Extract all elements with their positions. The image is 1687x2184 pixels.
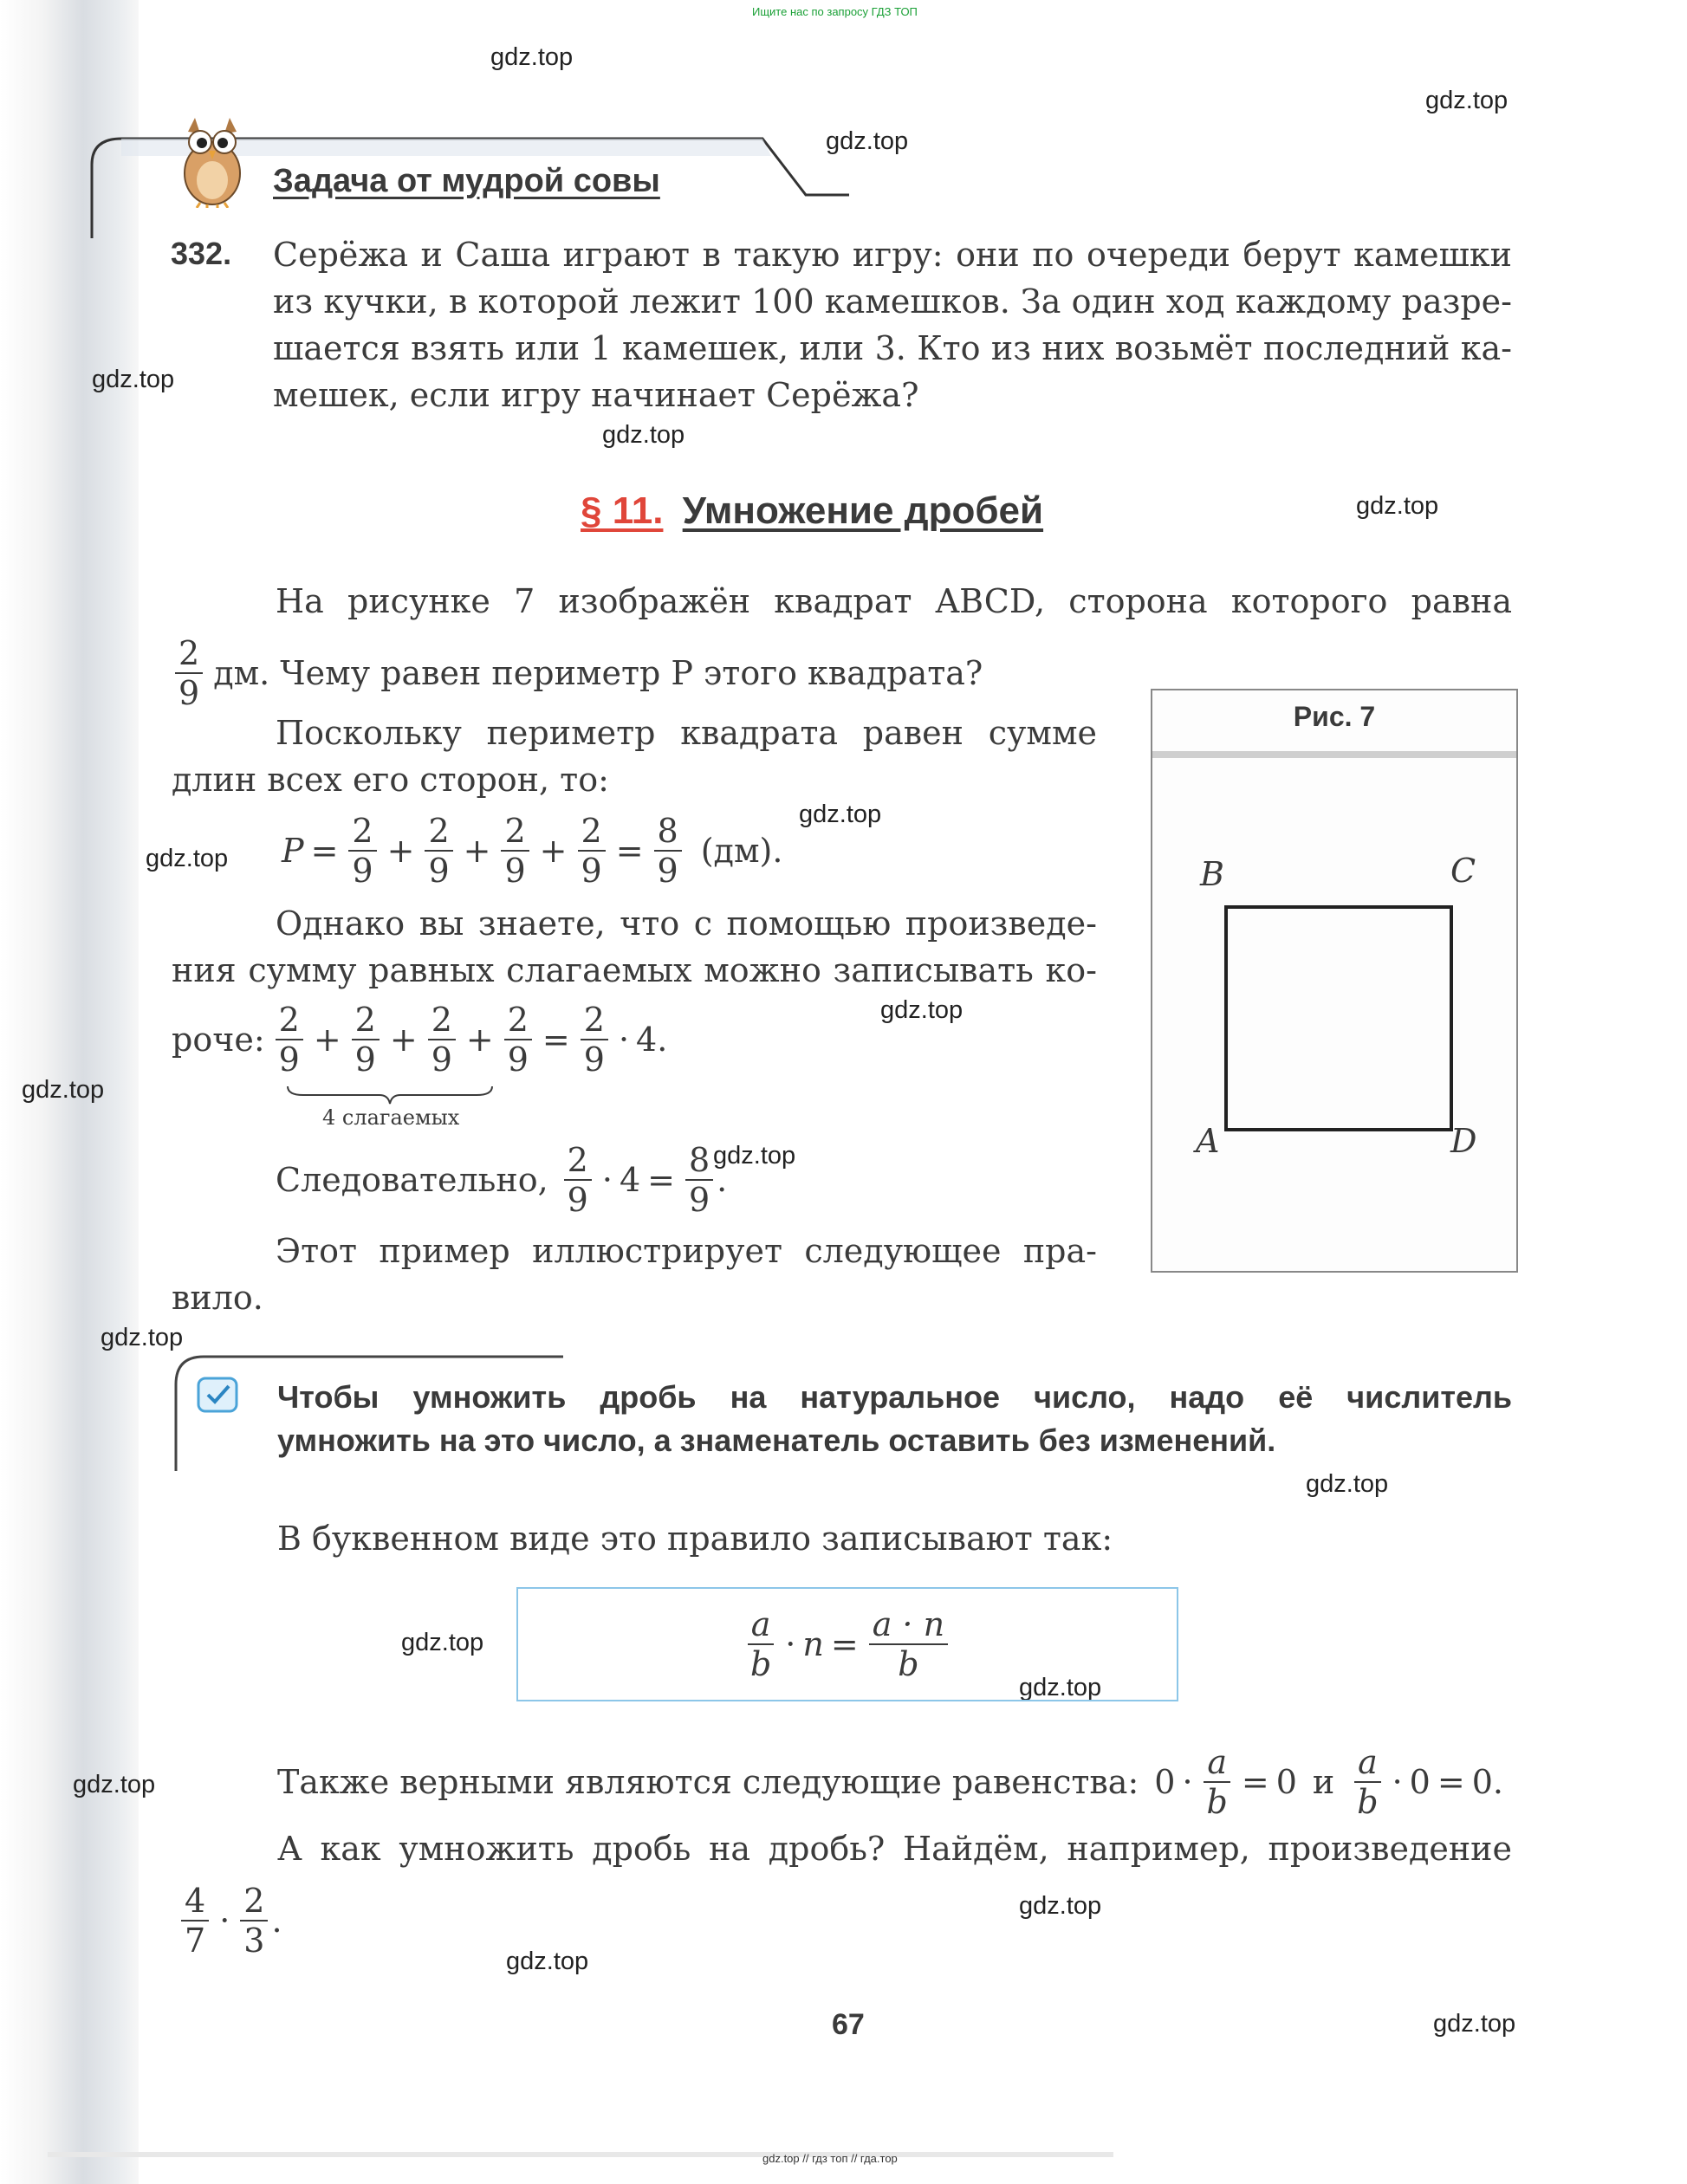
watermark: gdz.top: [1433, 2010, 1516, 2038]
bottom-note: gdz.top // гдз топ // гда.тор: [762, 2152, 898, 2165]
watermark: gdz.top: [73, 1771, 156, 1798]
page-number: 67: [832, 2008, 865, 2041]
vertex-label-b: B: [1200, 855, 1224, 893]
formula-box: $\frac{a}{b}$ · n = $\frac{a \cdot n}{b}$: [516, 1587, 1178, 1701]
watermark: gdz.top: [1019, 1892, 1102, 1920]
watermark: gdz.top: [506, 1947, 589, 1975]
vertex-label-c: C: [1450, 852, 1476, 890]
intro-line: На рисунке 7 изображён квадрат ABCD, сторона которого равна: [276, 582, 1512, 620]
watermark: gdz.top: [1306, 1470, 1389, 1498]
square-abcd: [1226, 907, 1451, 1130]
watermark: gdz.top: [713, 1142, 796, 1170]
question-line: А как умножить дробь на дробь? Найдём, например, произведение: [277, 1830, 1512, 1868]
product-line: Однако вы знаете, что с помощью произведе-: [276, 904, 1097, 943]
section-number: § 11.: [581, 489, 664, 532]
rule-line: умножить на это число, а знаменатель оставить без изменений.: [277, 1423, 1276, 1458]
perimeter-formula: P = $\frac{2}{9}$ + $\frac{2}{9}$ + $\frac{2}{9}$ + $\frac{2}{9}$ = $\frac{8}{9}$ (дм).: [282, 812, 783, 890]
figure-7-box: [1151, 689, 1518, 1273]
checkmark-icon: [196, 1376, 241, 1414]
example-line: вило.: [172, 1279, 263, 1317]
perimeter-unit: (дм).: [700, 832, 783, 870]
top-search-note: Ищите нас по запросу ГДЗ ТОП: [752, 5, 918, 18]
watermark: gdz.top: [799, 800, 882, 828]
section-title: Умножение дробей: [682, 489, 1044, 532]
rule-line: Чтобы умножить дробь на натуральное число, надо её числитель: [277, 1379, 1512, 1415]
owl-section-title: Задача от мудрой совы: [273, 163, 660, 199]
square-abcd-diagram: [1152, 760, 1516, 1271]
perimeter-line: длин всех его сторон, то:: [172, 761, 609, 799]
problem-line: мешек, если игру начинает Серёжа?: [273, 376, 919, 414]
example-line: Этот пример иллюстрирует следующее пра-: [276, 1232, 1097, 1270]
figure-caption-bar: [1152, 690, 1516, 758]
fraction-2-9: $\frac{2}{9}$: [175, 637, 203, 710]
brace-label: 4 слагаемых: [322, 1105, 460, 1130]
watermark: gdz.top: [880, 996, 964, 1024]
problem-number: 332.: [171, 236, 232, 271]
watermark: gdz.top: [826, 127, 909, 155]
owl-icon: [169, 113, 256, 208]
watermark: gdz.top: [490, 43, 574, 71]
section-heading: [581, 489, 1043, 533]
intro-line-2: [172, 634, 983, 712]
consequently-line: Следовательно, $\frac{2}{9}$ · 4 = $\frac{8}{9}$ .: [276, 1141, 728, 1219]
product-line: ния сумму равных слагаемых можно записывать ко-: [172, 951, 1097, 989]
underbrace: [286, 1085, 494, 1105]
watermark: gdz.top: [1356, 492, 1439, 520]
problem-line: Серёжа и Саша играют в такую игру: они по очереди берут камешки: [273, 236, 1512, 274]
watermark: gdz.top: [401, 1629, 484, 1656]
watermark: gdz.top: [1019, 1674, 1102, 1701]
also-true-line: Также верными являются следующие равенства: 0 · $\frac{a}{b}$ = 0 и $\frac{a}{b}$ · 0 = 0 .: [277, 1743, 1503, 1821]
perimeter-line: Поскольку периметр квадрата равен сумме: [276, 714, 1097, 752]
watermark: gdz.top: [92, 366, 175, 393]
question-product: $\frac{4}{7}$ · $\frac{2}{3}$ .: [178, 1884, 282, 1957]
watermark: gdz.top: [146, 845, 229, 872]
figure-caption: Рис. 7: [1293, 701, 1376, 732]
watermark: gdz.top: [602, 421, 685, 449]
problem-line: шается взять или 1 камешек, или 3. Кто из них возьмёт последний ка-: [273, 329, 1512, 367]
watermark: gdz.top: [101, 1324, 184, 1351]
vertex-label-d: D: [1450, 1122, 1477, 1160]
intro-line-2-text: дм. Чему равен периметр P этого квадрата?: [213, 654, 983, 692]
product-formula: роче: $\frac{2}{9}$ + $\frac{2}{9}$ + $\frac{2}{9}$ + $\frac{2}{9}$ = $\frac{2}{9}$ · 4.: [172, 1001, 668, 1079]
page-bottom-shadow: [48, 2152, 1113, 2157]
vertex-label-a: A: [1196, 1122, 1220, 1160]
watermark: gdz.top: [22, 1076, 105, 1104]
letter-form-text: В буквенном виде это правило записывают так:: [277, 1520, 1113, 1558]
watermark: gdz.top: [1425, 87, 1509, 114]
problem-line: из кучки, в которой лежит 100 камешков. За один ход каждому разре-: [273, 282, 1512, 321]
